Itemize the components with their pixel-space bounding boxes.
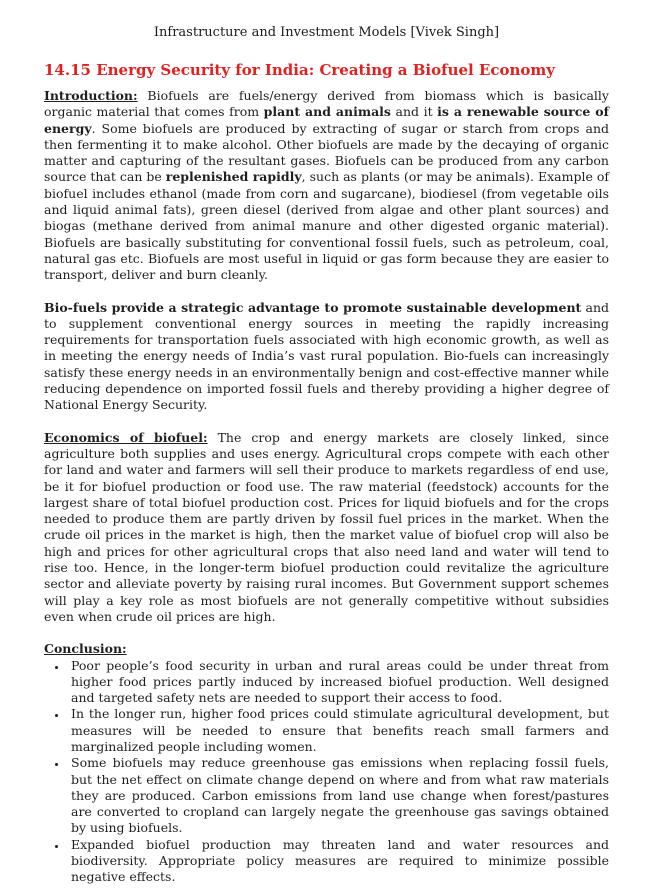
running-header-title: Infrastructure and Investment Models [Vivek Singh] (153, 25, 500, 40)
conclusion-heading-label: Conclusion: (44, 641, 127, 657)
paragraph-strategic-advantage: Bio-fuels provide a strategic advantage to promote sustainable development and to supplement conventional energy sources in meeting the rapidly increasing requirements for transportation fuels associated with high economic growth, as well as in meeting the energy needs of India’s vast rural population. Bio-fuels can increasingly satisfy these energy needs in an environmentally benign and cost-effective manner while reducing dependence on imported fossil fuels and thereby providing a higher degree of National Energy Security. (44, 299, 610, 413)
conclusion-bullet: • Some biofuels may reduce greenhouse gas emissions when replacing fossil fuels, but the net effect on climate change depend on where and from what raw materials they are produced. Carbon emissions from land use change when forest/pastures are converted to cropland can largely negate the greenhouse gas savings obtained by using biofuels. (68, 755, 609, 836)
paragraph-introduction: Introduction: Biofuels are fuels/energy derived from biomass which is basically organic material that comes from plant and animals and it is a renewable source of energy. Some biofuels are produced by extracting of sugar or starch from crops and then fermenting it to make alcohol. Other biofuels are made by the decaying of organic matter and capturing of the resultant gases. Biofuels can be produced from any carbon source that can be replenished rapidly, such as plants (or may be animals). Example of biofuel includes ethanol (made from corn and sugarcane), biodiesel (from vegetable oils and liquid animal fats), green diesel (derived from algae and other plant sources) and biogas (methane derived from animal manure and other digested organic material). Biofuels are basically substituting for conventional fossil fuels, such as petroleum, coal, natural gas etc. Biofuels are most useful in liquid or gas form because they are easier to transport, deliver and burn cleanly. (44, 88, 609, 283)
conclusion-heading (44, 641, 609, 657)
conclusion-list (44, 658, 609, 886)
conclusion-bullet: • In the longer run, higher food prices could stimulate agricultural development, but measures will be needed to ensure that benefits reach small farmers and marginalized people including women. (68, 706, 609, 755)
paragraph-economics-of-biofuel: Economics of biofuel: The crop and energy markets are closely linked, since agriculture both supplies and uses energy. Agricultural crops compete with each other for land and water and farmers will sell their produce to markets regardless of end use, be it for biofuel production or food use. The raw material (feedstock) accounts for the largest share of total biofuel production cost. Prices for liquid biofuels and for the crops needed to produce them are partly driven by fossil fuel prices in the market. When the crude oil prices in the market is high, then the market value of biofuel crop will also be high and prices for other agricultural crops that also need land and water will tend to rise too. Hence, in the longer-term biofuel production could revitalize the agriculture sector and alleviate poverty by raising rural incomes. But Government support schemes will play a key role as most biofuels are not generally competitive without subsidies even when crude oil prices are high. (44, 429, 609, 624)
conclusion-bullet: • Expanded biofuel production may threaten land and water resources and biodiversity. Appropriate policy measures are required to minimize possible negative effects. (68, 837, 609, 886)
section-title: 14.15 Energy Security for India: Creating a Biofuel Economy (44, 61, 556, 79)
conclusion-bullet: • Poor people’s food security in urban and rural areas could be under threat from higher food prices partly induced by increased biofuel production. Well designed and targeted safety nets are needed to support their access to food. (68, 658, 609, 707)
